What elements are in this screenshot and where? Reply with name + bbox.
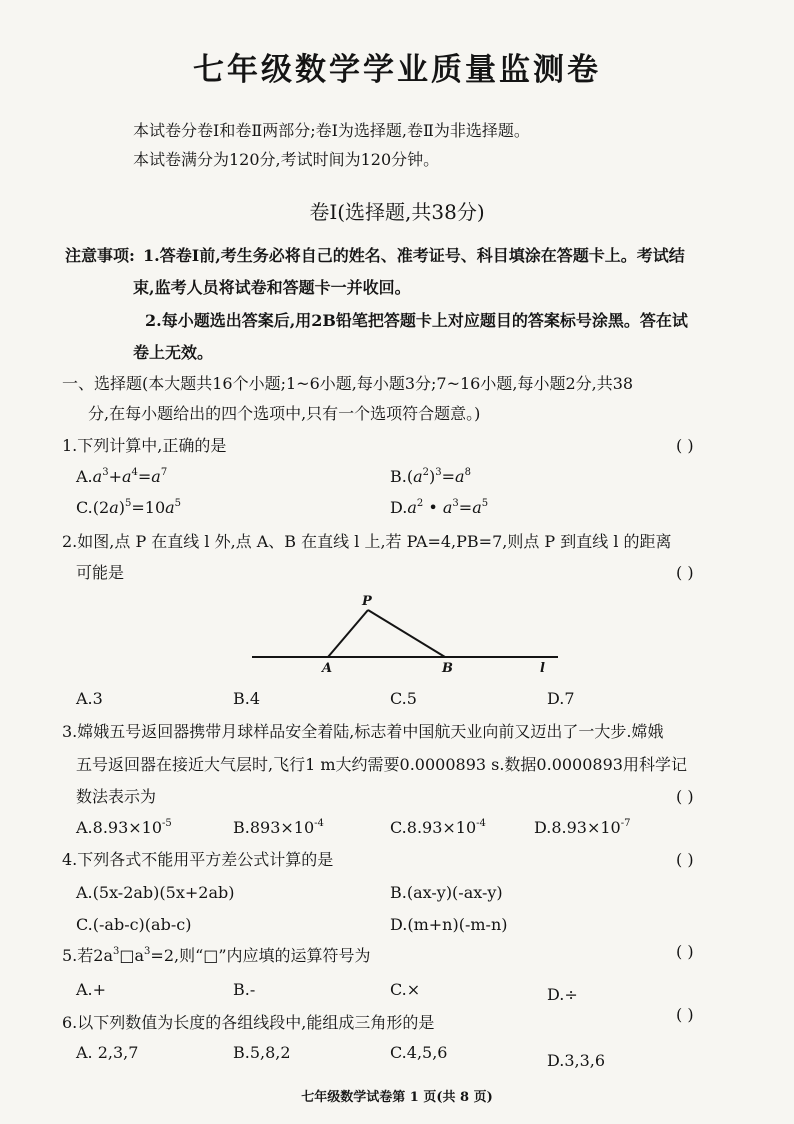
q5-option-b: B.-	[233, 980, 256, 999]
q2-option-c: C.5	[390, 689, 417, 708]
q5-stem: 5.若$2a^3□a^3=2$,则“□”内应填的运算符号为	[62, 946, 371, 965]
label-b: B	[442, 661, 453, 676]
note-2-line-2: 卷上无效。	[133, 343, 214, 362]
note-1-line-1: 1.答卷Ⅰ前,考生务必将自己的姓名、准考证号、科目填涂在答题卡上。考试结	[143, 246, 685, 265]
q2-option-d: D.7	[547, 689, 575, 708]
q4-option-d: D.(m+n)(-m-n)	[390, 915, 508, 934]
intro-line-2: 本试卷满分为120分,考试时间为120分钟。	[133, 150, 440, 169]
label-p: P	[362, 594, 372, 609]
q2-option-b: B.4	[233, 689, 261, 708]
q6-stem: 6.以下列数值为长度的各组线段中,能组成三角形的是	[62, 1013, 435, 1032]
intro-line-1: 本试卷分卷Ⅰ和卷Ⅱ两部分;卷Ⅰ为选择题,卷Ⅱ为非选择题。	[133, 121, 530, 140]
q2-stem-line-2: 可能是	[76, 563, 125, 582]
q1-option-a: $A.a^3+a^4=a^7$	[76, 467, 168, 486]
q5-option-c: C.×	[390, 980, 421, 999]
q5-option-d: D.÷	[547, 985, 578, 1004]
q4-stem: 4.下列各式不能用平方差公式计算的是	[62, 850, 334, 869]
note-1-line-2: 束,监考人员将试卷和答题卡一并收回。	[133, 278, 411, 297]
segment-pa	[328, 610, 368, 657]
q4-option-c: C.(-ab-c)(ab-c)	[76, 915, 192, 934]
q1-stem: 1.下列计算中,正确的是	[62, 436, 227, 455]
note-2-line-1: 2.每小题选出答案后,用2B铅笔把答题卡上对应题目的答案标号涂黑。答在试	[145, 311, 688, 330]
q4-option-b: B.(ax-y)(-ax-y)	[390, 883, 503, 902]
q3-answer-paren: ( )	[676, 787, 694, 806]
q3-option-d: $D.8.93\times 10^{-7}$	[534, 818, 631, 837]
section-title: 卷Ⅰ(选择题,共38分)	[309, 200, 485, 224]
label-l: l	[540, 661, 545, 676]
part1-heading-line-1: 一、选择题(本大题共16个小题;1~6小题,每小题3分;7~16小题,每小题2分,共38	[62, 374, 634, 393]
q3-option-c: $C.8.93\times 10^{-4}$	[390, 818, 486, 837]
q5-option-a: A.+	[76, 980, 107, 999]
notes-label: 注意事项:	[65, 246, 135, 265]
page-footer: 七年级数学试卷第 1 页(共 8 页)	[301, 1090, 493, 1105]
q6-option-d: D.3,3,6	[547, 1051, 606, 1070]
q1-option-d: $D.a^2$ • $a^3=a^5$	[390, 498, 489, 517]
q3-stem-line-2: 五号返回器在接近大气层时,飞行1 m大约需要0.0000893 s.数据0.0000893用科学记	[76, 755, 687, 774]
q6-option-a: A. 2,3,7	[76, 1043, 139, 1062]
q6-answer-paren: ( )	[676, 1005, 694, 1024]
q4-option-a: A.(5x-2ab)(5x+2ab)	[76, 883, 235, 902]
q3-stem-line-1: 3.嫦娥五号返回器携带月球样品安全着陆,标志着中国航天业向前又迈出了一大步.嫦娥	[62, 722, 664, 741]
q6-option-b: B.5,8,2	[233, 1043, 291, 1062]
q1-option-b: $B.(a^2)^3=a^8$	[390, 467, 471, 486]
q2-figure	[240, 590, 570, 680]
q3-option-a: $A.8.93\times 10^{-5}$	[76, 818, 172, 837]
q2-answer-paren: ( )	[676, 563, 694, 582]
exam-title: 七年级数学学业质量监测卷	[193, 52, 601, 88]
q2-option-a: A.3	[76, 689, 103, 708]
q5-answer-paren: ( )	[676, 942, 694, 961]
q4-answer-paren: ( )	[676, 850, 694, 869]
part1-heading-line-2: 分,在每小题给出的四个选项中,只有一个选项符合题意。)	[88, 404, 481, 423]
segment-pb	[368, 610, 445, 657]
q2-stem-line-1: 2.如图,点 P 在直线 l 外,点 A、B 在直线 l 上,若 PA=4,PB=7,则点 P 到直线 l 的距离	[62, 532, 672, 551]
label-a: A	[322, 661, 333, 676]
q3-stem-line-3: 数法表示为	[76, 787, 157, 806]
q3-option-b: $B.893\times 10^{-4}$	[233, 818, 324, 837]
q1-answer-paren: ( )	[676, 436, 694, 455]
q6-option-c: C.4,5,6	[390, 1043, 448, 1062]
q1-option-c: $C.(2a)^5=10a^5$	[76, 498, 182, 517]
